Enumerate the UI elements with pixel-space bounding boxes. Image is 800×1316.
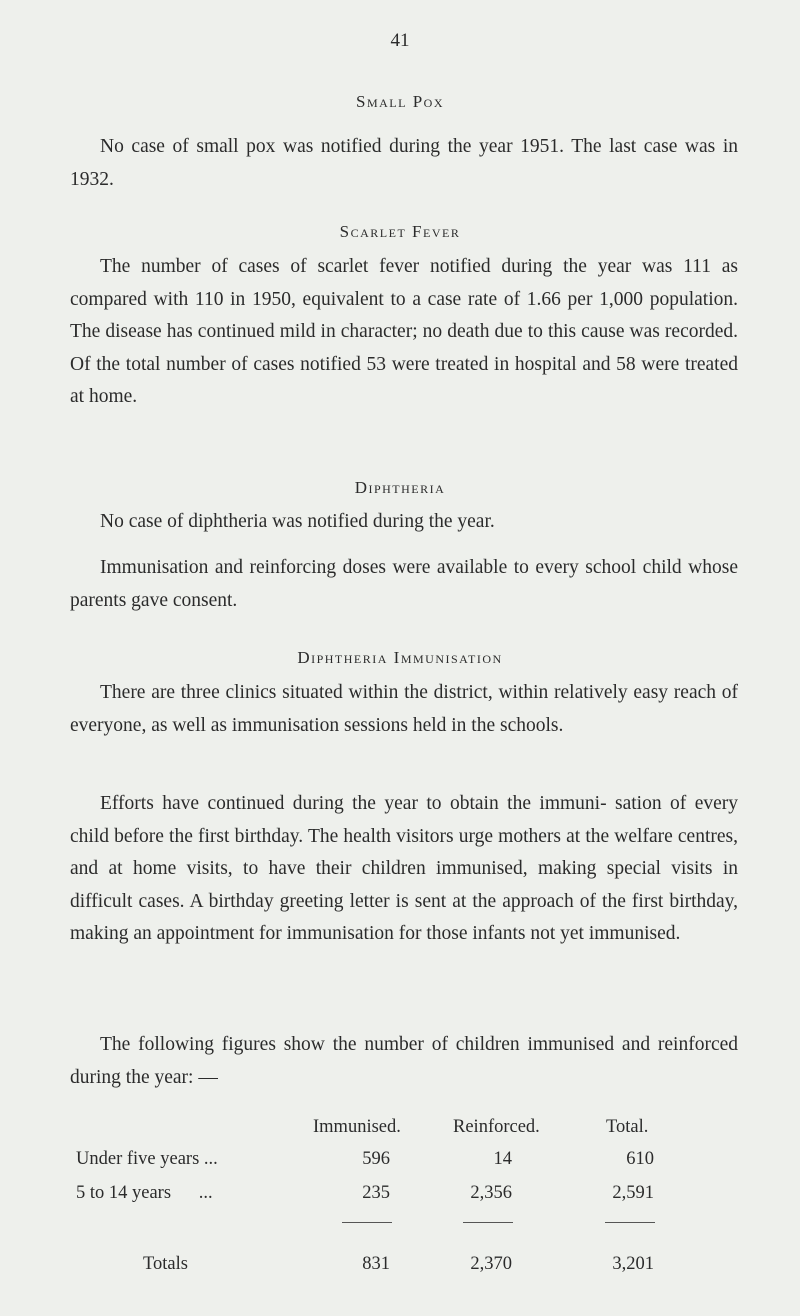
immunisation-paragraph-3: The following figures show the number of children immunised and reinforced during the year: — bbox=[70, 1034, 738, 1088]
header-total: Total. bbox=[606, 1117, 649, 1137]
diphtheria-paragraph-2: Immunisation and reinforcing doses were available to every school child whose parents gave consent. bbox=[70, 557, 738, 611]
heading-diphtheria: Diphtheria bbox=[354, 478, 446, 497]
totals-total: 3,201 bbox=[612, 1254, 654, 1274]
heading-small-pox: Small Pox bbox=[356, 92, 444, 111]
divider-total bbox=[605, 1222, 655, 1223]
row-label: Under five years ... bbox=[76, 1149, 218, 1169]
diphtheria-paragraph-1: No case of diphtheria was notified during the year. bbox=[100, 511, 495, 532]
immunisation-paragraph-1: There are three clinics situated within the district, within relatively easy reach of everyone, as well as immunisation sessions held in the schools. bbox=[70, 682, 738, 736]
row-label: 5 to 14 years ... bbox=[76, 1183, 213, 1203]
row-immunised: 596 bbox=[362, 1149, 390, 1169]
totals-reinforced: 2,370 bbox=[470, 1254, 512, 1274]
small-pox-paragraph: No case of small pox was notified during the year 1951. The last case was in 1932. bbox=[70, 136, 738, 190]
row-total: 2,591 bbox=[612, 1183, 654, 1203]
heading-diphtheria-immunisation: Diphtheria Immunisation bbox=[297, 648, 503, 667]
row-immunised: 235 bbox=[362, 1183, 390, 1203]
header-reinforced: Reinforced. bbox=[453, 1117, 540, 1137]
row-total: 610 bbox=[626, 1149, 654, 1169]
totals-immunised: 831 bbox=[362, 1254, 390, 1274]
page-number: 41 bbox=[390, 30, 410, 51]
heading-scarlet-fever: Scarlet Fever bbox=[339, 222, 461, 241]
row-reinforced: 2,356 bbox=[470, 1183, 512, 1203]
immunisation-paragraph-2: Efforts have continued during the year to obtain the immuni- sation of every child before the first birthday. The health visitors urge mothers at the welfare centres, and at home visits, to have their children immunised, making special visits in difficult cases. A birthday greeting letter is sent at the approach of the first birthday, making an appointment for immunisation for those infants not yet immunised. bbox=[70, 793, 738, 944]
totals-label: Totals bbox=[143, 1254, 188, 1274]
scarlet-fever-paragraph: The number of cases of scarlet fever notified during the year was 111 as compared with 110 in 1950, equivalent to a case rate of 1.66 per 1,000 population. The disease has continued mild in character; no death due to this cause was recorded. Of the total number of cases notified 53 were treated in hospital and 58 were treated at home. bbox=[70, 256, 738, 407]
header-immunised: Immunised. bbox=[313, 1117, 401, 1137]
divider-reinforced bbox=[463, 1222, 513, 1223]
divider-immunised bbox=[342, 1222, 392, 1223]
row-reinforced: 14 bbox=[493, 1149, 512, 1169]
